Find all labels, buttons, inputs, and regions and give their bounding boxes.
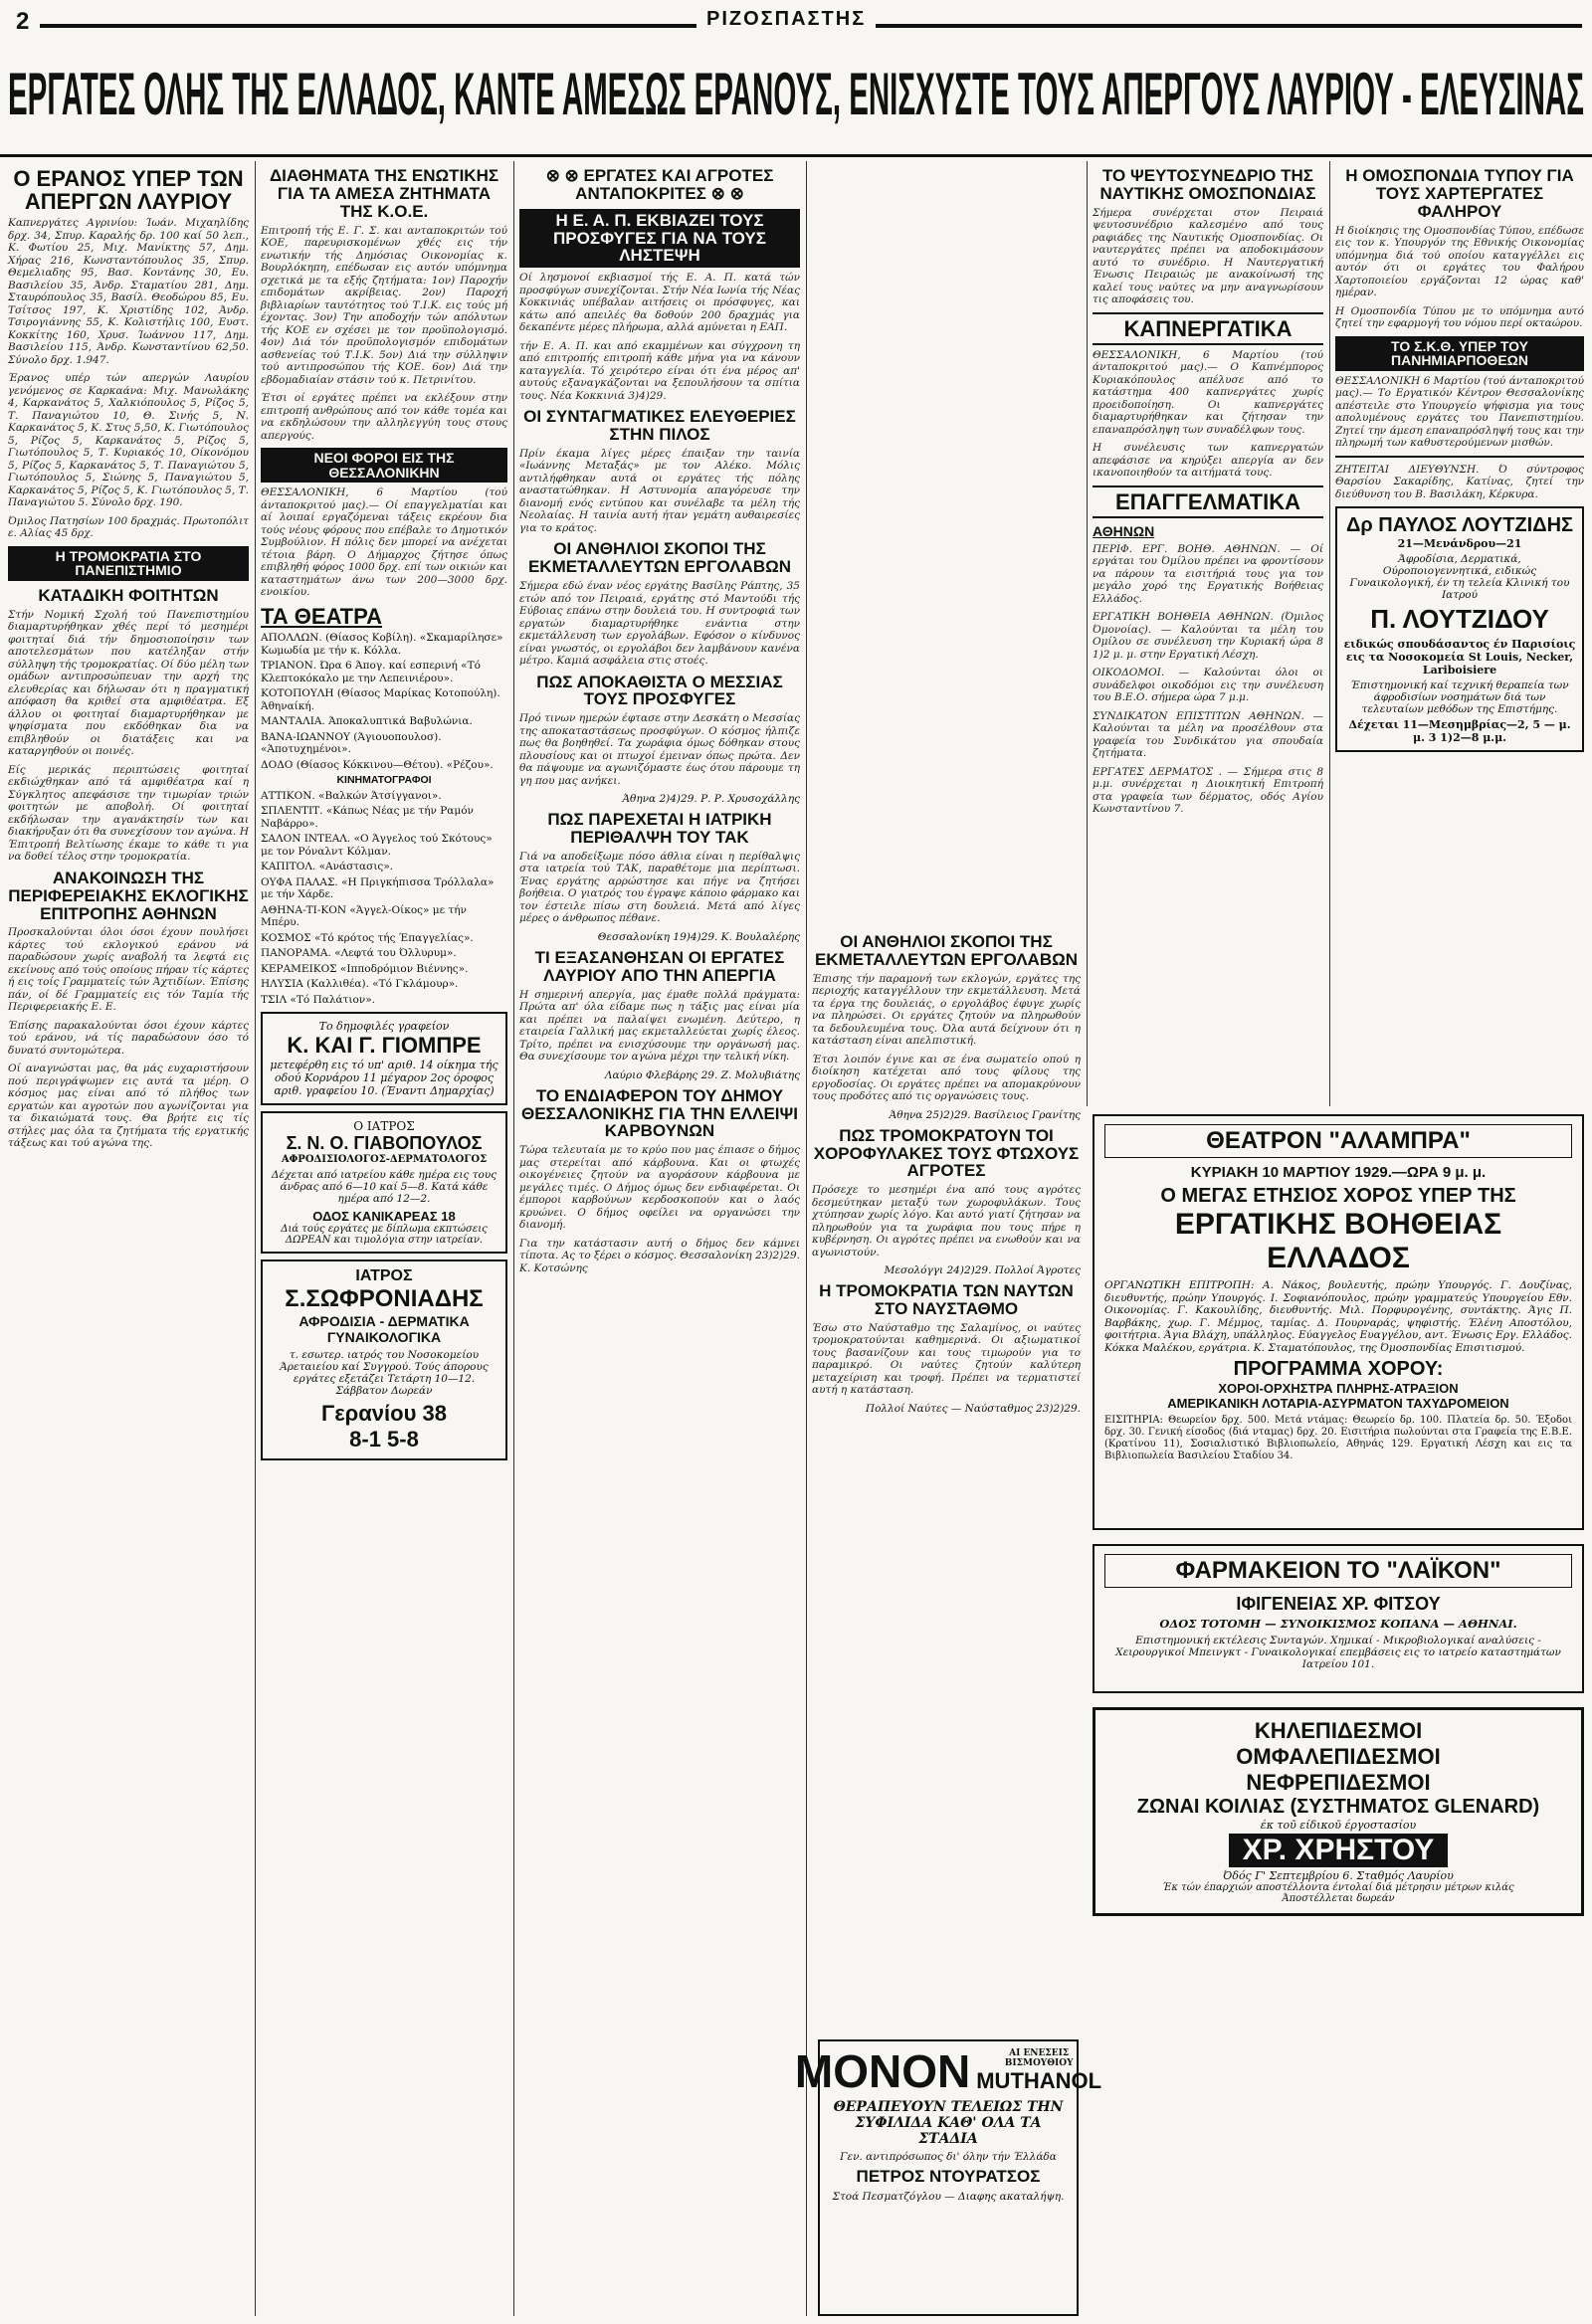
article-heading: Η Ε. Α. Π. ΕΚΒΙΑΖΕΙ ΤΟΥΣ ΠΡΟΣΦΥΓΕΣ ΓΙΑ ΝΑ ΤΟΥΣ ΛΗΣΤΕΨΗ [519,209,800,269]
classified-text: ΖΗΤΕΙΤΑΙ ΔΙΕΥΘΥΝΣΗ. Ό σύντροφος Θαρσίου Σακαρίδης, Κατίνας, ζητεί την διεύθυνση του Β. Βασιλάκη, Κέρκυρα. [1335,463,1584,500]
ad-name: ΙΦΙΓΕΝΕΙΑΣ ΧΡ. ΦΙΤΣΟΥ [1236,1594,1441,1614]
theatre-listing: ΑΤΤΙΚΟΝ. «Βαλκών Άτσίγγανοι». [261,789,442,802]
article-heading: Η ΟΜΟΣΠΟΝΔΙΑ ΤΥΠΟΥ ΓΙΑ ΤΟΥΣ ΧΑΡΤΕΡΓΑΤΕΣ ΦΑΛΗΡΟΥ [1345,166,1574,221]
article-text: Είς μερικάς περιπτώσεις φοιτηταί εκδιώχθηκαν από τά αμφιθέατρα καί η Σύγκλητος απεφάσισε την τιμωρίαν τριών φοιτητών με αποβολή. Οί φοιτηταί εκδήλωσαν την αγανάκτησίν των και διακήρυξαν ότι θα συνεχίσουν τον αγώνα. Η Έπιτροπή Βελτίωσης έκαμε το κάθε τι για να δοθεί τέλος στην τρομοκρατία. [8,763,249,864]
article-text: Η Ομοσπονδία Τύπου με το υπόμνημα αυτό ζητεί την εφαρμογή του νόμου περί οκταώρου. [1335,304,1584,330]
article-text: Για την κατάστασιν αυτή ο δήμος δεν κάμνει τίποτα. Ας το ξέρει ο κόσμος. Θεσσαλονίκη 23)2)29. Κ. Κοτσώνης [519,1237,800,1274]
ad-program-line: ΑΜΕΡΙΚΑΝΙΚΗ ΛΟΤΑΡΙΑ-ΑΣΥΡΜΑΤΟΝ ΤΑΧΥΔΡΟΜΕΙΟΝ [1167,1396,1509,1411]
article-text: ΟΙΚΟΔΟΜΟΙ. — Καλούνται όλοι οι συνάδελφοι οικοδόμοι εις την συνέλευση του Β.Ε.Ο. σήμερα ώρα 7 μ.μ. [1093,667,1323,704]
theatre-listing: ΗΛΥΣΙΑ (Καλλιθέα). «Τό Γκλάμουρ». [261,978,459,990]
ad-brand: MUTHANOL [976,2068,1102,2093]
page-number: 2 [16,8,30,35]
theatre-listing: ΚΙΝΗΜΑΤΟΓΡΑΦΟΙ [336,774,432,786]
ad-muthanol [794,2039,1102,2316]
theatre-listing: ΟΥΦΑ ΠΑΛΑΣ. «Η Πριγκήπισσα Τρόλλαλα» με τήν Χάρδε. [261,875,495,900]
ad-pretext: ΙΑΤΡΟΣ [355,1267,413,1284]
article-text: Καπνεργάτες Αγρινίου: Ίωάν. Μιχαηλίδης δρχ. 34, Σπυρ. Καραλής δρ. 100 καί 50 λεπ., Κ. Φωτίου 25, Μιχ. Μανίκτης 57, Δημ. Χήρας 216, Κωνσταντόπουλος 35, Σπυρ. Θεμελιαδης 95, Βασ. Κοντάνης 30, Ευ. Βασιλείου 35, Άνδρ. Σταματίου 281, Δημ. Σταυρόπουλος 35, Βασίλ. Θεοδώρου 85, Ευ. Τσίτσος 197, Κ. Χριστίδης 102, Άνδρ. Τσιρογιάννης 55, Κ. Κολιστήλις 100, Ευστ. Κοκκίτης 160, Χρυσ. Ίωάννου 117, Δημ. Βασιλείου 115, Άνδρ. Κωνσταντίνου 62,50. Σύνολο δρχ. 1.947. [8,217,249,366]
ad-program-title: ΠΡΟΓΡΑΜΜΑ ΧΟΡΟΥ: [1233,1358,1444,1380]
main-headline: ΕΡΓΑΤΕΣ ΟΛΗΣ ΤΗΣ ΕΛΛΑΔΟΣ, ΚΑΝΤΕ ΑΜΕΣΩΣ ΕΡΑΝΟΥΣ, ΕΝΙΣΧΥΣΤΕ ΤΟΥΣ ΑΠΕΡΓΟΥΣ ΛΑΥΡΙΟΥ - ΕΛΕΥΣΙΝΑΣ [8,61,1584,127]
article-text: Έρανος υπέρ τών απεργών Λαυρίου γενόμενος σε Καρκαάνα: Μιχ. Μανωλάκης 4, Καρκανάτος 5, Χαλκιόπουλος 5, Ρίζος 5, Τ. Παναγιώτου 10, Θ. Σινής 5, Ν. Καρκανάτος 5, Κ. Στυς 5,50, Κ. Γιωτόπουλος 5, Ρίζος 5, Καρκανάτος 5, Ρίζος 5, Γιωτόπουλος 5, Τ. Κυριακός 10, Οίκονόμου 5, Ρίζος 5, Καρκανάτος 5, Τ. Παναγιώτου 5, Γιωτόπουλος 5, Σιώνης 5, Παναγιώτου 5, Καρκανάτος 5, Ρίζος 5, Κ. Γιωτόπουλος 5, Τ. Παναγιώτου 5. Σύνολο δρχ. 190. [8,372,249,509]
article-text: Πρίν έκαμα λίγες μέρες έπαιξαν την ταινία «Ιωάννης Μεταξάς» με τον Αλέκο. Μόλις αντιλήφθηκαν αυτά οι εργάτες τής πόλης αναστατώθηκαν. Η Αστυνομία απαγόρευσε την διανομή ενός εντύπου και συνέλαβε τα μέλη τής Νεολαίας. Η ταινία αυτή ήταν γεμάτη αυθαιρεσίες για το κράτος. [519,447,800,534]
article-heading: ΟΙ ΣΥΝΤΑΓΜΑΤΙΚΕΣ ΕΛΕΥΘΕΡΙΕΣ ΣΤΗΝ ΠΙΛΟΣ [523,407,796,445]
ad-belts [1093,1707,1584,1916]
article-text: ΠΕΡΙΦ. ΕΡΓ. ΒΟΗΘ. ΑΘΗΝΩΝ. — Οί εργάται του Όμίλου πρέπει να φροντίσουν να πάρουν τα εισιτήριά τους για τον μεγάλο χορό της Εργατικής Βοήθειας Ελλάδος. [1093,542,1323,605]
masthead: ΡΙΖΟΣΠΑΣΤΗΣ [696,8,876,31]
article-text: Οί λησμονοί εκβιασμοί τής Ε. Α. Π. κατά τών προσφύγων συνεχίζονται. Στήν Νέα Ιωνία τής Νέας Κοκκινιάς υπέβαλαν αιτήσεις οι πρόσφυγες, και κάτω από απειλές θα δοθούν 200 δραχμάς για δεκαπέντε μέρες πλήρωμα, αλλά αμύνεται η ΕΑΠ. [519,272,800,334]
ad-subtitle: ΑΙ ΕΝΕΣΕΙΣ ΒΙΣΜΟΥΘΙΟΥ [1004,2048,1074,2068]
theatre-listing: ΑΘΗΝΑ-ΤΙ-ΚΟΝ «Άγγελ-Οίκος» με τήν Μπέρυ. [261,903,467,928]
ad-alampra-theatre [1093,1114,1584,1530]
section-heading: ΕΠΑΓΓΕΛΜΑΤΙΚΑ [1093,485,1323,518]
ad-agent-label: Γεν. αντιπρόσωπος δι' όλην τήν Έλλάδα [840,2151,1057,2163]
article-text: Έτσι οί εργάτες πρέπει να εκλέξουν στην επιτροπή ανθρώπους από τον κάθε τομέα και να εκδηλώσουν την αλληλεγγύη τους στους απεργούς. [261,392,507,442]
theatre-listing: ΑΠΟΛΛΩΝ. (Θίασος Κοβίλη). «Σκαμαρίλησε» Κωμωδία με τήν κ. Κόλλα. [261,632,503,657]
section-subheading: ΑΘΗΝΩΝ [1093,522,1155,539]
headline-rule [0,154,1592,157]
ad-line: έκ τοῦ είδικοῦ έργοστασίου [1260,1819,1417,1832]
column-1 [8,161,249,2316]
theatre-listing: ΜΑΝΤΑΛΙΑ. Άποκαλυπτικά Βαβυλώνια. [261,715,473,727]
article-text: Πρόσεχε το μεσημέρι ένα από τους αγρότες δεσμεύτηκαν μεταξύ των χωροφυλάκων. Τους χτύπησαν χωρίς λόγο. Και αυτό γιατί ζήτησαν να πληρωθούν για τα χωράφια που τους πήρε η κυβέρνηση. Οι αγρότες πρέπει να ενωθούν και να αγωνιστούν. [812,1184,1081,1259]
article-text: Οί αναγνώσται μας, θα μάς ευχαριστήσουν πού περιγράψωμεν εις αυτά τα μέρη. Ο κόσμος μας είναι από τό πλήθος των εργατών και αγροτών που αγωνίζονται για τα δικαιώματά τους. Θα βρήτε εις τίς στήλες μας όλα τα ζητήματα τής εργατικής τάξεως και τού αγώνα της. [8,1063,249,1150]
article-text: Έπίσης παρακαλούνται όσοι έχουν κάρτες τού εράνου, νά τίς παραδώσουν όσο τό δυνατό συντομώτερα. [8,1019,249,1057]
article-heading: Ο ΕΡΑΝΟΣ ΥΠΕΡ ΤΩΝ ΑΠΕΡΓΩΝ ΛΑΥΡΙΟΥ [13,166,244,215]
ad-text: Δέχεται από ιατρείου κάθε ημέρα εις τους άνδρας από 6—10 καί 5—8. Κατά κάθε ημέρα από 12—2. [271,1169,498,1205]
theatre-listing: ΚΕΡΑΜΕΙΚΟΣ «Ιπποδρόμιον Βιέννης». [261,962,469,975]
column-divider [513,161,514,2316]
article-heading: ΠΩΣ ΤΡΟΜΟΚΡΑΤΟΥΝ ΤΟΙ ΧΟΡΟΦΥΛΑΚΕΣ ΤΟΥΣ ΦΤΩΧΟΥΣ ΑΓΡΟΤΕΣ [813,1125,1080,1181]
article-text: Η συνέλευσις των καπνεργατών απεφάσισε να κηρύξει απεργία αν δεν ικανοποιηθούν τα αιτήματά τους. [1093,442,1323,480]
article-text: Έπισης τήν παραμονή των εκλογών, εργάτες της περιοχής καταγγέλλουν την εκμετάλλευση. Μετά τα έργα της δουλειάς, ο εργολάβος έφυγε χωρίς να πληρώσει. Οι εργάτες ζητούν να πληρωθούν τα δεδουλευμένα τους. Όλα αυτά δείχνουν ότι η κατάσταση είναι απελπιστική. [812,972,1081,1048]
article-text: Η διοίκησις της Ομοσπονδίας Τύπου, επέδωσε εις τον κ. Υπουργόν της Εθνικής Οικονομίας υπόμνημα διά τού οποίου καταγγέλλει εις αυτόν ότι οι εργάτες του Φαλήρου Χαρτοποιείου εργάζονται 12 ώρας καθ' ημέραν. [1335,224,1584,299]
article-heading: ΤΟ ΕΝΔΙΑΦΕΡΟΝ ΤΟΥ ΔΗΜΟΥ ΘΕΣΣΑΛΟΝΙΚΗΣ ΓΙΑ ΤΗΝ ΕΛΛΕΙΨΙ ΚΑΡΒΟΥΝΩΝ [521,1085,798,1141]
article-heading: ΔΙΑΘΗΜΑΤΑ ΤΗΣ ΕΝΩΤΙΚΗΣ ΓΙΑ ΤΑ ΑΜΕΣΑ ΖΗΤΗΜΑΤΑ ΤΗΣ Κ.Ο.Ε. [269,166,499,221]
ad-sofroniadis [261,1259,507,1460]
ad-line: ΝΕΦΡΕΠΙΔΕΣΜΟΙ [1246,1770,1431,1795]
theatre-listing: ΠΑΝΟΡΑΜΑ. «Λεφτά του Όλλυρυμ». [261,947,457,959]
article-text: τήν Ε. Α. Π. και από εκαμμένων και σύγχρονη τη από επιτροπής επιτροπή κάθε μήνα για να κάνουν καταγγελία. Τό χειρότερο είναι ότι ένα μέρος απ' αυτούς εξαναγκάζονται να ξεπουλήσουν τα σπίτια τους. Νέα Κοκκινιά 3)4)29. [519,339,800,402]
ad-line: ΟΜΦΑΛΕΠΙΔΕΣΜΟΙ [1236,1744,1441,1769]
theatre-listing: ΣΠΛΕΝΤΙΤ. «Κάπως Νέας με τήν Ραμόν Ναβάρρο». [261,805,474,830]
ad-program-line: ΧΟΡΟΙ-ΟΡΧΗΣΤΡΑ ΠΛΗΡΗΣ-ΑΤΡΑΞΙΟΝ [1218,1381,1459,1396]
ad-hours: 8-1 5-8 [349,1427,419,1452]
article-heading: ΤΟ Σ.Κ.Θ. ΥΠΕΡ ΤΟΥ ΠΑΝΗΜΙΑΡΠΟΘΕΩΝ [1335,336,1584,371]
article-heading: ΤΟ ΨΕΥΤΟΣΥΝΕΔΡΙΟ ΤΗΣ ΝΑΥΤΙΚΗΣ ΟΜΟΣΠΟΝΔΙΑΣ [1099,166,1316,203]
article-heading: ΑΝΑΚΟΙΝΩΣΗ ΤΗΣ ΠΕΡΙΦΕΡΕΙΑΚΗΣ ΕΚΛΟΓΙΚΗΣ ΕΠΙΤΡΟΠΗΣ ΑΘΗΝΩΝ [8,868,249,923]
article-heading: ΠΩΣ ΑΠΟΚΑΘΙΣΤΑ Ο ΜΕΣΣΙΑΣ ΤΟΥΣ ΠΡΟΣΦΥΓΕΣ [536,672,783,709]
article-text: ΘΕΣΣΑΛΟΝΙΚΗ, 6 Μαρτίου (τού άνταποκριτού μας).— Ο Καπνέμπορος Κυριακόπουλος απέλυσε από το κατάστημα 400 καπνεργάτες χωρίς προειδοποίηση. Οι καπνεργάτες διαμαρτυρήθηκαν και ζήτησαν την επαναπρόσληψη των συναδέλφων τους. [1093,348,1323,436]
article-text: Τώρα τελευταία με το κρύο που μας έπιασε ο δήμος μας στερείται από κάρβουνα. Και οι φτωχές οικογένειες ζητούν να αγοράσουν κάρβουνα με μεγάλες τιμές. Ο Δήμος όμως δεν ενδιαφέρεται. Οι έμποροι καρβούνων κερδοσκοπούν και ο λαός κρυώνει. Ο δήμος οφείλει να οργανώσει την διανομή. [519,1144,800,1232]
article-heading: ΤΙ ΕΞΑΣΑΝΘΗΣΑΝ ΟΙ ΕΡΓΑΤΕΣ ΛΑΥΡΙΟΥ ΑΠΟ ΤΗΝ ΑΠΕΡΓΙΑ [534,947,785,985]
ad-name: Σ.ΣΩΦΡΟΝΙΑΔΗΣ [285,1285,484,1312]
column-2 [261,161,507,2316]
section-banner: ⊗ ⊗ ΕΡΓΑΤΕΣ ΚΑΙ ΑΓΡΟΤΕΣ ΑΝΤΑΠΟΚΡΙΤΕΣ ⊗ ⊗ [545,166,774,203]
section-heading: ΚΑΠΝΕΡΓΑΤΙΚΑ [1093,312,1323,345]
article-signature: Άθηνα 25)2)29. Βασίλειος Γρανίτης [889,1108,1081,1121]
ad-big-word: ΜΟΝΟΝ [794,2045,971,2097]
divider [1335,456,1584,458]
column-6 [1335,161,1584,1106]
ad-pretext: Το δημοφιλές γραφείον [318,1020,450,1033]
ad-line: ΚΗΛΕΠΙΔΕΣΜΟΙ [1254,1718,1423,1743]
ad-pretext: Ο ΙΑΤΡΟΣ [353,1119,415,1133]
article-heading: ΟΙ ΑΝΘΗΛΙΟΙ ΣΚΟΠΟΙ ΤΗΣ ΕΚΜΕΤΑΛΛΕΥΤΩΝ ΕΡΓΟΛΑΒΩΝ [527,539,792,577]
ad-address: Γερανίου 38 [321,1401,447,1426]
ad-text: Άφροδίσια, Δερματικά, Ούροποιογεννητικά, ειδικώς Γυναικολογική, έν τη τελεία Κλινική του Ιατρού [1349,553,1570,602]
article-text: ΘΕΣΣΑΛΟΝΙΚΗ, 6 Μαρτίου (τού άνταποκριτού μας).— Οί επαγγελματίαι και αί λοιπαί εργαζόμεναι τάξεις εκρέουν δια τούς νέους φόρους που επέβαλε το Δημοτικόν Συμβούλιον. Η πόλις δεν μπορεί να ανέχεται τέτοια βάρη. Ο Δήμαρχος ζήτησε όπως επιβληθή φόρος 1000 δρχ. επί των οικιών και καταστημάτων άνω των 200—3000 δρχ. ενοικίου. [261,486,507,599]
ad-text: ειδικώς σπουδάσαντος έν Παρισίοις εις τα Νοσοκομεία St Louis, Necker, Lariboisiere [1343,638,1576,678]
ad-line: Όδός Γ' Σεπτεμβρίου 6. Σταθμός Λαυρίου [1223,1869,1454,1882]
article-signature: Άθηνα 2)4)29. Ρ. Ρ. Χρυσοχάλλης [622,793,800,806]
ad-street: ΟΔΟΣ ΚΑΝΙΚΑΡΕΑΣ 18 [312,1209,456,1224]
ad-headline: Ο ΜΕΓΑΣ ΕΤΗΣΙΟΣ ΧΟΡΟΣ ΥΠΕΡ ΤΗΣ [1160,1185,1516,1207]
ad-date: ΚΥΡΙΑΚΗ 10 ΜΑΡΤΙΟΥ 1929.—ΩΡΑ 9 μ. μ. [1190,1164,1487,1181]
article-subheading: ΚΑΤΑΔΙΚΗ ΦΟΙΤΗΤΩΝ [38,586,219,606]
article-text: Πρό τινων ημερών έφτασε στην Δεσκάτη ο Μεσσίας της αποκαταστάσεως προσφύγων. Ο κόσμος ήλπιζε πως θα βοηθηθεί. Τα χωράφια όμως δόθηκαν στους πλουσίους και οι πτωχοί έμειναν όπως πρώτα. Δεν θα πάψουμε να αγωνιζόμαστε έως ότου πάρουμε τη γη που μας ανήκει. [519,712,800,787]
ad-text: Έπιστημονική καί τεχνική θεραπεία των άφροδισίων νοσημάτων διά των τελευταίων μεθόδων της Επιστήμης. [1350,679,1569,716]
ad-name: Σ. Ν. Ο. ΓΙΑΒΟΠΟΥΛΟΣ [286,1133,483,1153]
ad-big-name: Π. ΛΟΥΤΖΙΔΟΥ [1370,604,1549,635]
article-text: Σήμερα εδώ έναν νέος εργάτης Βασίλης Ράπτης, 35 ετών από τον Πειραιά, εργάτης στό Μαντούδι τής Εύβοιας επάνω στην δουλειά του. Η συντροφιά των εργατών διαμαρτυρήθηκε ενάντια στην εκμετάλλευση των εργολάβων. Εφόσον ο κίνδυνος είναι γνωστός, οι εργολάβοι δεν λαμβάνουν κανένα μέτρο. Καμιά ασφάλεια στις στοές. [519,580,800,668]
column-divider [1329,161,1330,1106]
ad-giompre [261,1012,507,1105]
article-heading: ΝΕΟΙ ΦΟΡΟΙ ΕΙΣ ΤΗΣ ΘΕΣΣΑΛΟΝΙΚΗΝ [261,448,507,483]
ad-brand: ΧΡ. ΧΡΗΣΤΟΥ [1229,1834,1449,1867]
column-divider [806,161,807,2316]
theatre-listing: ΣΑΛΟΝ ΙΝΤΕΑΛ. «Ο Άγγελος τού Σκότους» με τον Ρόναλντ Κόλμαν. [261,833,493,858]
article-text: Όμιλος Πατησίων 100 δραχμάς. Πρωτοπόλιτ ε. Αλίας 45 δρχ. [8,514,249,540]
ad-hours: Δέχεται 11—Μεσημβρίας—2, 5 — μ. μ. 3 1)2—8 μ.μ. [1348,718,1571,745]
column-divider [1087,161,1088,1106]
ad-line: Άποστέλλεται δωρεάν [1282,1893,1395,1904]
theatres-heading: ΤΑ ΘΕΑΤΡΑ [261,603,383,629]
ad-specialty: ΑΦΡΟΔΙΣΙΟΛΟΓΟΣ-ΔΕΡΜΑΤΟΛΟΓΟΣ [281,1154,488,1165]
ad-agent-name: ΠΕΤΡΟΣ ΝΤΟΥΡΑΤΣΟΣ [856,2167,1041,2186]
article-text: Στήν Νομική Σχολή τού Πανεπιστημίου διαμαρτυρήθηκαν χθές περί τό μεσημέρι φοιτηταί διά τήν δημοσιοποίησιν των αποτελεσμάτων που κατέληξαν στήν σύλληψη τής τρομοκρατίας. Οί δύο μέλη των ομάδων αντιπροσώπευαν την αρχή της ελευθερίας και δήλωσαν ότι η πραγματική απόφαση θα κριθεί στα αμφιθέατρα. Εξ άλλου οι φοιτηταί διαμαρτυρήθηκαν με ψηφίσματα που εκδόθηκαν δια να επιβληθούν οι διατάξεις και να καταργηθούν οι ποινές. [8,608,249,758]
theatre-listing: ΚΟΣΜΟΣ «Τό κρότος τής Έπαγγελίας». [261,931,474,944]
ad-text: τ. εσωτερ. ιατρός του Νοσοκομείου Άρεταιείου καί Συγγρού. Τούς άπορους εργάτες εξετάζει Τετάρτη 10—12. Σάββατον Δωρεάν [280,1349,489,1397]
article-heading: Η ΤΡΟΜΟΚΡΑΤΙΑ ΤΩΝ ΝΑΥΤΩΝ ΣΤΟ ΝΑΥΣΤΑΘΜΟ [819,1281,1074,1319]
article-text: Έσω στο Ναύσταθμο της Σαλαμίνος, οι ναύτες τρομοκρατούνται καθημερινά. Οι αξιωματικοί τους βασανίζουν και τους τιμωρούν για το παραμικρό. Οι ναύτες ζητούν καλύτερη μεταχείριση και τροφή. Πρέπει να τερματιστεί αυτή η κατάσταση. [812,1321,1081,1397]
theatre-listing: ΔΟΔΟ (Θίασος Κόκκινου—Θέτου). «Ρέζου». [261,758,494,771]
article-signature: Λαύριο Φλεβάρης 29. Ζ. Μολυβιάτης [604,1068,800,1081]
article-text: Προσκαλούνται όλοι όσοι έχουν πουλήσει κάρτες τού εκλογικού εράνου νά παραδώσουν χωρίς αναβολή τα λεφτά εις εκείνους από τούς οποίους πήραν τίς κάρτες ή εις τοίς Γραμματείς τών Άχτιδίων. Έπίσης πάν, οί δέ Γραμματείς εις τόν Ταμία τής Περιφερειακής Ε. Ε. [8,926,249,1014]
ad-address: Στοά Πεσματζόγλου — Διαφης ακαταλήψη. [832,2191,1065,2203]
article-heading: Η ΤΡΟΜΟΚΡΑΤΙΑ ΣΤΟ ΠΑΝΕΠΙΣΤΗΜΙΟ [8,546,249,581]
article-text: Γιά να αποδείξωμε πόσο άθλια είναι η περίθαλψις στα ιατρεία τού ΤΑΚ, παραθέτομε μια περίπτωσι. Ένας εργάτης αρρώστησε και πήγε να ζητήσει βοήθεια. Ο γιατρός του έγραψε κάποιο φάρμακο και τον έστειλε πίσω στη δουλειά. Μετά από λίγες μέρες ο άνθρωπος πέθανε. [519,850,800,925]
ad-line: Έκ τών έπαρχιών αποστέλλοντα έντολαί διά μέτρησιν μέτρων κιλάς [1162,1882,1514,1893]
ad-text: μετεφέρθη εις τό υπ' αριθ. 14 οίκημα τής οδού Κορνάρου 11 μέγαρον 2ος όροφος αριθ. γραφείου 10. (Έναντι Δημαρχίας) [270,1059,498,1097]
ad-address: 21—Μενάνδρου—21 [1397,537,1522,551]
column-3 [519,161,800,2316]
ad-tickets: ΕΙΣΙΤΗΡΙΑ: Θεωρείον δρχ. 500. Μετά ντάμας: Θεωρείο δρ. 100. Πλατεία δρ. 50. Έξοδοι δρχ. 30. Γενική είσοδος (διά νταμας) δρχ. 20. Εισιτήρια πωλούνται στα Γραφεία της Ε.Β.Ε. (Κρατίνου 11), Σοσιαλιστικό Βιβλιοπωλείο, Αθηνάς 129. Εργατική Λέσχη και εις τα Βιβλιοπωλεία Βασιλείου Σταδίου 34. [1104,1415,1572,1461]
article-text: ΕΡΓΑΤΙΚΗ ΒΟΗΘΕΙΑ ΑΘΗΝΩΝ. (Όμιλος Όμονοίας). — Καλούνται τα μέλη του Ομίλου σε συνέλευση την Κυριακή ώρα 8 1)2 μ. μ. στην Εργατική Λέσχη. [1093,611,1323,661]
theatre-listing: ΚΟΤΟΠΟΥΛΗ (Θίασος Μαρίκας Κοτοπούλη). Άθηναίκή. [261,687,500,712]
ad-title: ΘΕΑΤΡΟΝ "ΑΛΑΜΠΡΑ" [1104,1124,1572,1158]
ad-specialty: ΑΦΡΟΔΙΣΙΑ - ΔΕΡΜΑΤΙΚΑ ΓΥΝΑΙΚΟΛΟΓΙΚΑ [298,1313,470,1345]
ad-address: ΟΔΟΣ ΤΟΤΟΜΗ — ΣΥΝΟΙΚΙΣΜΟΣ ΚΟΠΑΝΑ — ΑΘΗΝΑΙ. [1159,1617,1517,1631]
article-signature: Πολλοί Ναύτες — Ναύσταθμος 23)2)29. [865,1402,1081,1415]
article-text: ΕΡΓΑΤΕΣ ΔΕΡΜΑΤΟΣ . — Σήμερα στις 8 μ.μ. συνέρχεται η Διοικητική Επιτροπή στα γραφεία των δέρματος, οδός Αγίου Κωνσταντίνου 7. [1093,765,1323,816]
theatre-listing: ΚΑΠΙΤΟΛ. «Ανάστασις». [261,861,394,872]
column-5 [1093,161,1323,1106]
article-text: Σήμερα συνέρχεται στον Πειραιά ψευτοσυνέδριο καλεσμένο από τους ραφιάδες της Ναυτικής Ομοσπονδίας. Οι ναυτεργάτες πρέπει να αποδοκιμάσουν αυτό το συνέδριο. Η Ναυτεργατική Ένωσις Πειραιώς με ανακοίνωσή της καλεί τους ναύτες να μην αναγνωρίσουν τις αποφάσεις του. [1093,206,1323,306]
article-text: ΘΕΣΣΑΛΟΝΙΚΗ 6 Μαρτίου (τού άνταποκριτού μας).— Το Εργατικόν Κέντρον Θεσσαλονίκης απέστειλε στο Υπουργείο ψήφισμα για τους απολυμένους εργάτες του Πανεπιστημίου. Ζητεί την άμεση επαναπρόσληψή τους και την πληρωμή των καθυστερούμενων μισθών. [1335,374,1584,450]
theatre-listing: ΤΡΙΑΝΟΝ. Ώρα 6 Άπογ. καί εσπερινή «Τό Κλεπτοκόκαλο με την Λεπεινιέρου». [261,660,481,684]
article-text: Η σημερινή απεργία, μας έμαθε πολλά πράγματα: Πρώτα απ' όλα είδαμε πως η τάξις μας είναι μία και πρέπει να παλαίψει ενωμένη. Δεύτερο, η εταιρεία Γαλλική μας εκμεταλλεύεται χωρίς έλεος. Τρίτο, πρέπει να ενισχύσουμε την οργάνωσή μας. Θα συνεχίσουμε τον αγώνα μέχρι την τελική νίκη. [519,988,800,1064]
ad-text: Επιστημονική εκτέλεσις Συνταγών. Χημικαί - Μικροβιολογικαί αναλύσεις - Χειρουργικοί Μπεινγκτ - Γυναικολογικαί επεμβάσεις εις το ιατρείο καταστημάτων Ιατρείου 101. [1115,1635,1561,1670]
article-heading: ΠΩΣ ΠΑΡΕΧΕΤΑΙ Η ΙΑΤΡΙΚΗ ΠΕΡΙΘΑΛΨΗ ΤΟΥ ΤΑΚ [547,810,772,848]
article-heading: ΟΙ ΑΝΘΗΛΙΟΙ ΣΚΟΠΟΙ ΤΗΣ ΕΚΜΕΤΑΛΛΕΥΤΩΝ ΕΡΓΟΛΑΒΩΝ [814,932,1079,969]
ad-headline: ΕΡΓΑΤΙΚΗΣ ΒΟΗΘΕΙΑΣ ΕΛΛΑΔΟΣ [1174,1208,1502,1274]
ad-committee: ΟΡΓΑΝΩΤΙΚΗ ΕΠΙΤΡΟΠΗ: Α. Νάκος, βουλευτής, πρώην Υπουργός. Γ. Δουζίνας, διευθυντής, πρώην Υπουργός. Ι. Σοφιανόπουλος, πρώην γραμματεύς Υπουργείου Εθν. Οικονομίας. Γ. Κακουλίδης, διευθυντής. Μιλ. Πορφυρογένης, συντάκτης. Άγις Π. Βαρβάκης, χωρ. Γ. Μέμμος, ταμίας. Δ. Πουρναράς, ψηφιστής. Έλένη Αποστόλου, φοιτήτρια. Άγια Βλάχη, υπάλληλος. Εύαγγελος Ευαγγέλου, αντ. Ένωσις Εργ. Ελλάδος. Κόκκα Μαλέκου, εργάτρια. Κ. Σταματόπουλος, της Όμοσπονδίας Επισιτισμού. [1104,1279,1572,1354]
article-text: Έτσι λοιπόν έγινε και σε ένα σωματείο οπού η διοίκηση κατέχεται από τους φίλους της εργοδοσίας. Οι εργάτες πρέπει να απομακρύνουν τους προδότες από τις οργανώσεις τους. [812,1053,1081,1103]
page-header [0,6,1592,36]
ad-text: ΘΕΡΑΠΕΥΟΥΝ ΤΕΛΕΙΩΣ ΤΗΝ ΣΥΦΙΛΙΔΑ ΚΑΘ' ΟΛΑ ΤΑ ΣΤΑΔΙΑ [833,2099,1064,2147]
ad-name: Δρ ΠΑΥΛΟΣ ΛΟΥΤΖΙΔΗΣ [1345,514,1574,537]
article-signature: Θεσσαλονίκη 19)4)29. Κ. Βουλαλέρης [597,930,800,943]
theatres-list [261,632,507,1006]
column-divider [255,161,256,2316]
ad-name: Κ. ΚΑΙ Γ. ΓΙΟΜΠΡΕ [287,1033,482,1058]
theatre-listing: ΤΣΙΛ «Τό Παλάτιον». [261,993,375,1006]
ad-footnote: Διά τούς εργάτες με δίπλωμα εκπτώσεις ΔΩΡΕΑΝ και τιμολόγια στην ιατρείαν. [281,1224,488,1246]
ad-pharmacy [1093,1544,1584,1693]
ad-line: ΖΩΝΑΙ ΚΟΙΛΙΑΣ (ΣΥΣΤΗΜΑΤΟΣ GLENARD) [1136,1796,1540,1818]
article-signature: Μεσολόγγι 24)2)29. Πολλοί Άγροτες [884,1264,1081,1277]
ad-title: ΦΑΡΜΑΚΕΙΟΝ ΤΟ "ΛΑΪΚΟΝ" [1104,1554,1572,1588]
ad-loutzidis [1335,506,1584,752]
ad-giavopoulos [261,1111,507,1254]
theatre-listing: ΒΑΝΑ-ΙΩΑΝΝΟΥ (Άγιουοπουλοσ). «Άποτυχημένοι». [261,730,442,755]
article-text: Επιτροπή τής Ε. Γ. Σ. και ανταποκριτών τού ΚΟΕ, παρευρισκομένων χθές εις τήν ενωτικήν τής Δημόσιας Οικονομίας κ. Βουρλόκηπη, επέδωσαν εις αυτόν υπόμνημα σχετικά με τα εξής ζητήματα: 1ον) Παροχήν επιδομάτων ακρίβειας. 2ον) Παροχή βιβλιαρίων ταυτότητος τού Τ.Ι.Κ. εις τούς μή έχοντας. 3ον) Την αποδοχήν τών απόλυτων τής ΚΟΕ εν σχέσει με τον προϋπολογισμό. 4ον) Διά τόν προϋπολογισμόν επιδομάτων ασθενείας τού Τ.Ι.Κ. 5ον) Διά την σύλληψιν τού αντιπροσώπου τής ΚΟΕ. 6ον) Διά την εβδομαδιαίαν στάσιν τού κ. Πετρινίτου. [261,224,507,386]
article-text: ΣΥΝΔΙΚΑΤΟΝ ΕΠΙΣΤΙΤΩΝ ΑΘΗΝΩΝ. — Καλούνται τα μέλη να προσέλθουν στα γραφεία του Συνδικάτου για σπουδαία ζητήματα. [1093,709,1323,760]
column-4 [812,161,1081,2316]
